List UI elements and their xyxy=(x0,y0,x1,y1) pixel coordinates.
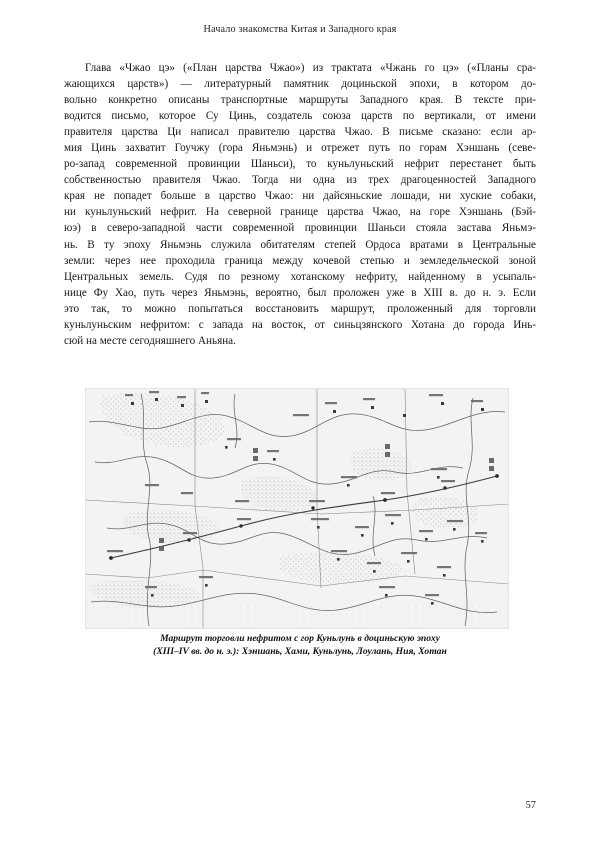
figure-caption-line: Маршрут торговли нефритом с гор Куньлунь в доциньскую эпоху xyxy=(160,633,440,644)
text-line: куньлуньским нефритом: с запада на восток, от синьцзянского Хотана до города Инь- xyxy=(64,318,536,331)
text-line: ро-запад современной провинции Шаньси), то куньлуньский нефрит перестанет быть xyxy=(64,158,536,171)
text-line: нь. В ту эпоху Яньмэнь служила обитателям степей Ордоса вратами в Центральные xyxy=(64,238,536,251)
text-line: жающихся царств») — литературный памятник доциньской эпохи, в котором до- xyxy=(64,78,536,91)
running-head: Начало знакомства Китая и Западного края xyxy=(203,24,397,35)
text-line: сюй на месте сегодняшнего Аньяна. xyxy=(64,334,236,347)
text-line: нице Фу Хао, путь через Яньмэнь, вероятно, был проложен уже в XIII в. до н. э. Если xyxy=(64,286,536,299)
text-line: это так, то можно попытаться восстановить маршрут, проложенный для торговли xyxy=(64,302,536,315)
text-line: вольно конкретно описаны транспортные маршруты Западного края. В тексте при- xyxy=(64,94,536,107)
text-line: мия Цинь захватит Гоучжу (гора Яньмэнь) и отрежет путь по горам Хэншань (севе- xyxy=(64,142,536,155)
text-line: края не попадет больше в царство Чжао: ни дайсяньские лошади, ни хуские собаки, xyxy=(64,190,536,203)
page-number: 57 xyxy=(525,800,536,811)
map-image xyxy=(85,388,509,629)
text-line: земли: через нее проходила граница между кочевой степью и земледельческой зоной xyxy=(64,254,536,267)
body-paragraph-top xyxy=(64,60,536,349)
text-line: Центральных земель. Судя по резному хотанскому нефриту, найденному в усыпаль- xyxy=(64,270,536,283)
text-line: водится письмо, которое Су Цинь, создатель союза царств по вертикали, от имени xyxy=(64,110,536,123)
figure-caption-line: (XIII–IV вв. до н. э.): Хэншань, Хами, Куньлунь, Лоулань, Ния, Хотан xyxy=(153,646,447,658)
text-line: юэ) в северо-западной части современной провинции Шаньси стояла застава Яньмэ- xyxy=(64,222,536,235)
figure-map xyxy=(85,388,509,629)
text-line: ни куньлуньский нефрит. На северной границе царства Чжао, на горе Хэншань (Бэй- xyxy=(64,206,536,219)
text-line: собственностью правителя Чжао. Тогда ни одна из трех драгоценностей Западного xyxy=(64,174,536,187)
text-line: Глава «Чжао цэ» («План царства Чжао») из трактата «Чжань го цэ» («Планы сра- xyxy=(85,62,536,74)
text-line: правителя царства Ци написал правителю царства Чжао. В письме сказано: если ар- xyxy=(64,126,536,139)
figure-caption xyxy=(64,632,536,658)
